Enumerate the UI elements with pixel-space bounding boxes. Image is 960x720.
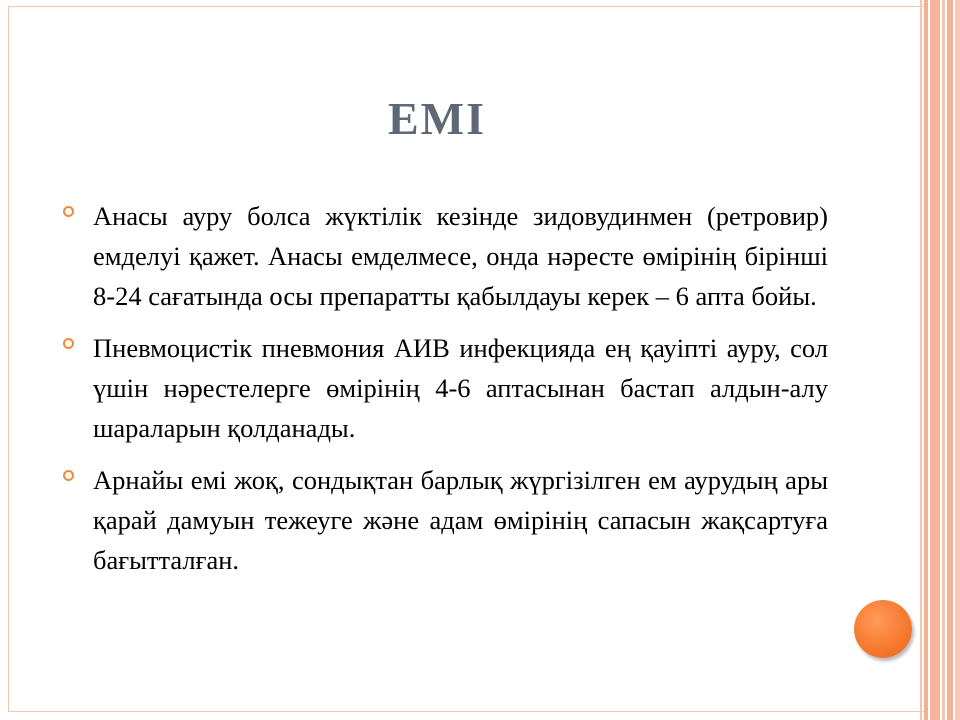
stripe: [930, 0, 940, 720]
stripe: [947, 0, 953, 720]
bullet-text: Арнайы емі жоқ, сондықтан барлық жүргізілген ем аурудың ары қарай дамуын тежеуге және адам өмірінің сапасын жақсартуға бағытталған.: [93, 465, 828, 575]
decorative-orange-circle: [854, 600, 912, 658]
stripe: [920, 0, 922, 720]
stripe: [955, 0, 960, 720]
stripe: [924, 0, 928, 720]
bullet-item: [62, 196, 828, 316]
stripe: [942, 0, 945, 720]
bullet-item: [62, 328, 828, 448]
bullet-list: [62, 196, 828, 592]
bullet-text: Пневмоцистік пневмония АИВ инфекцияда ең қауіпті ауру, сол үшін нәрестелерге өмірінің 4-6 аптасынан бастап алдын-алу шараларын қолданады.: [93, 333, 828, 443]
circle-bullet-icon: [63, 338, 74, 349]
slide-title: ЕМІ: [388, 93, 486, 144]
circle-bullet-icon: [63, 206, 74, 217]
bullet-item: [62, 460, 828, 580]
decorative-stripes: [920, 0, 960, 720]
bullet-text: Анасы ауру болса жүктілік кезінде зидовудинмен (ретровир) емделуі қажет. Анасы емделмесе, онда нәресте өмірінің бірінші 8-24 сағатында осы препаратты қабылдауы керек – 6 апта бойы.: [93, 201, 828, 311]
circle-bullet-icon: [63, 470, 74, 481]
